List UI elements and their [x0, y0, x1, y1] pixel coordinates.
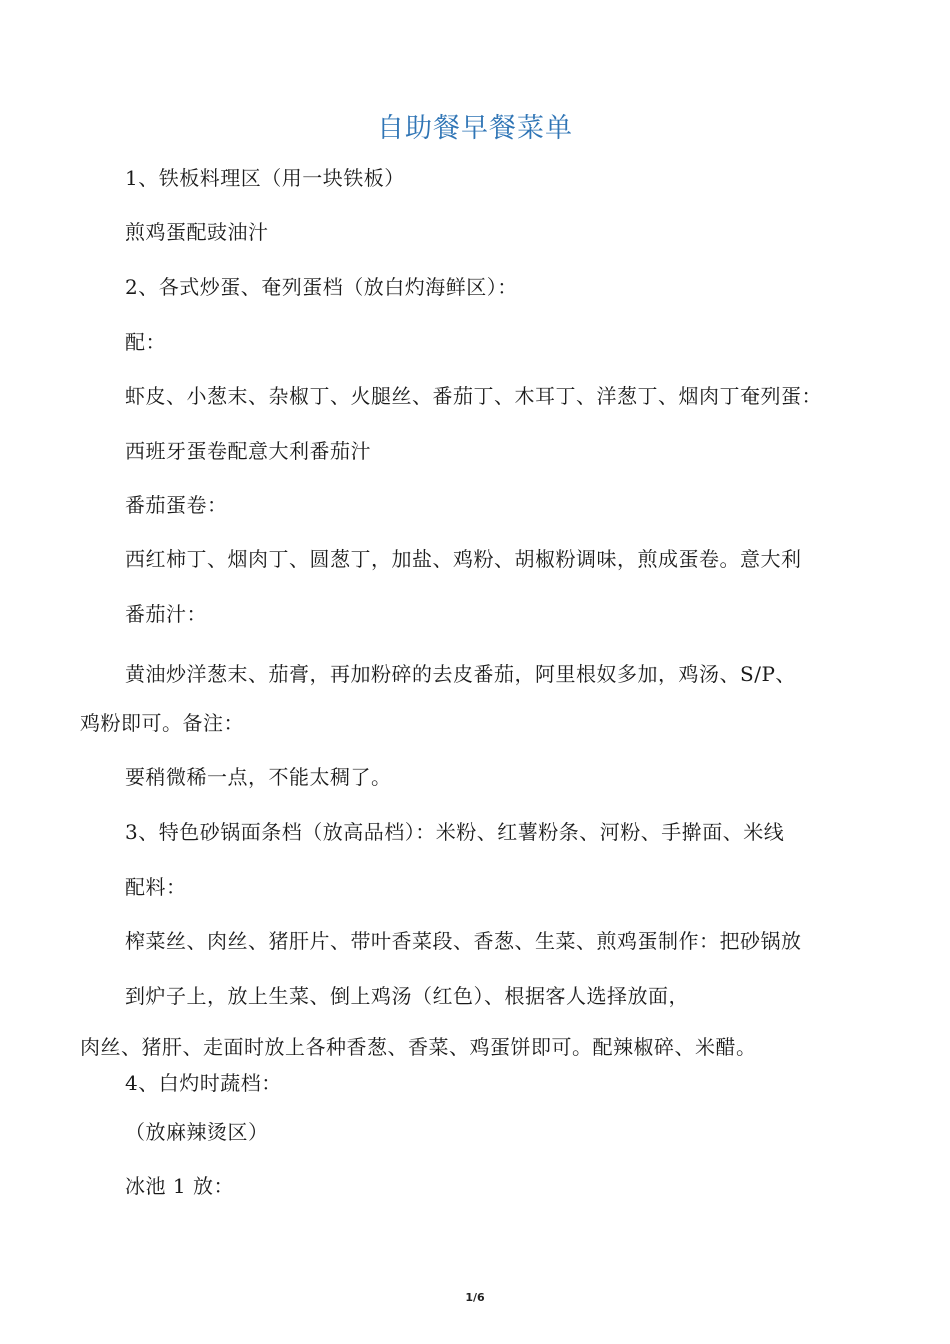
text-line: 到炉子上，放上生菜、倒上鸡汤（红色）、根据客人选择放面，: [125, 984, 689, 1008]
text-line: 黄油炒洋葱末、茄膏，再加粉碎的去皮番茄，阿里根奴多加，鸡汤、S/P、: [125, 662, 796, 686]
text-line: 肉丝、猪肝、走面时放上各种香葱、香菜、鸡蛋饼即可。配辣椒碎、米醋。: [80, 1035, 757, 1059]
text-line: 番茄汁：: [125, 602, 207, 626]
text-line: 鸡粉即可。备注：: [80, 711, 244, 735]
section-3-heading: 3、特色砂锅面条档（放高品档）：米粉、红薯粉条、河粉、手擀面、米线: [125, 820, 785, 844]
section-2-heading: 2、各式炒蛋、奄列蛋档（放白灼海鲜区）：: [125, 275, 518, 299]
text-line: 西班牙蛋卷配意大利番茄汁: [125, 439, 371, 463]
section-1-heading: 1、铁板料理区（用一块铁板）: [125, 166, 405, 190]
section-4-heading: 4、白灼时蔬档：: [125, 1071, 282, 1095]
text-line: （放麻辣烫区）: [125, 1120, 269, 1144]
text-line: 要稍微稀一点，不能太稠了。: [125, 765, 392, 789]
text-line: 配：: [125, 330, 166, 354]
text-line: 西红柿丁、烟肉丁、圆葱丁，加盐、鸡粉、胡椒粉调味，煎成蛋卷。意大利: [125, 547, 802, 571]
document-title: 自助餐早餐菜单: [377, 113, 573, 144]
page-number: 1/6: [465, 1291, 485, 1304]
text-line: 冰池 1 放：: [125, 1174, 234, 1198]
text-line: 虾皮、小葱末、杂椒丁、火腿丝、番茄丁、木耳丁、洋葱丁、烟肉丁奄列蛋：: [125, 384, 822, 408]
text-line: 榨菜丝、肉丝、猪肝片、带叶香菜段、香葱、生菜、煎鸡蛋制作：把砂锅放: [125, 929, 802, 953]
text-line: 配料：: [125, 875, 187, 899]
text-line: 番茄蛋卷：: [125, 493, 228, 517]
text-line: 煎鸡蛋配豉油汁: [125, 220, 269, 244]
